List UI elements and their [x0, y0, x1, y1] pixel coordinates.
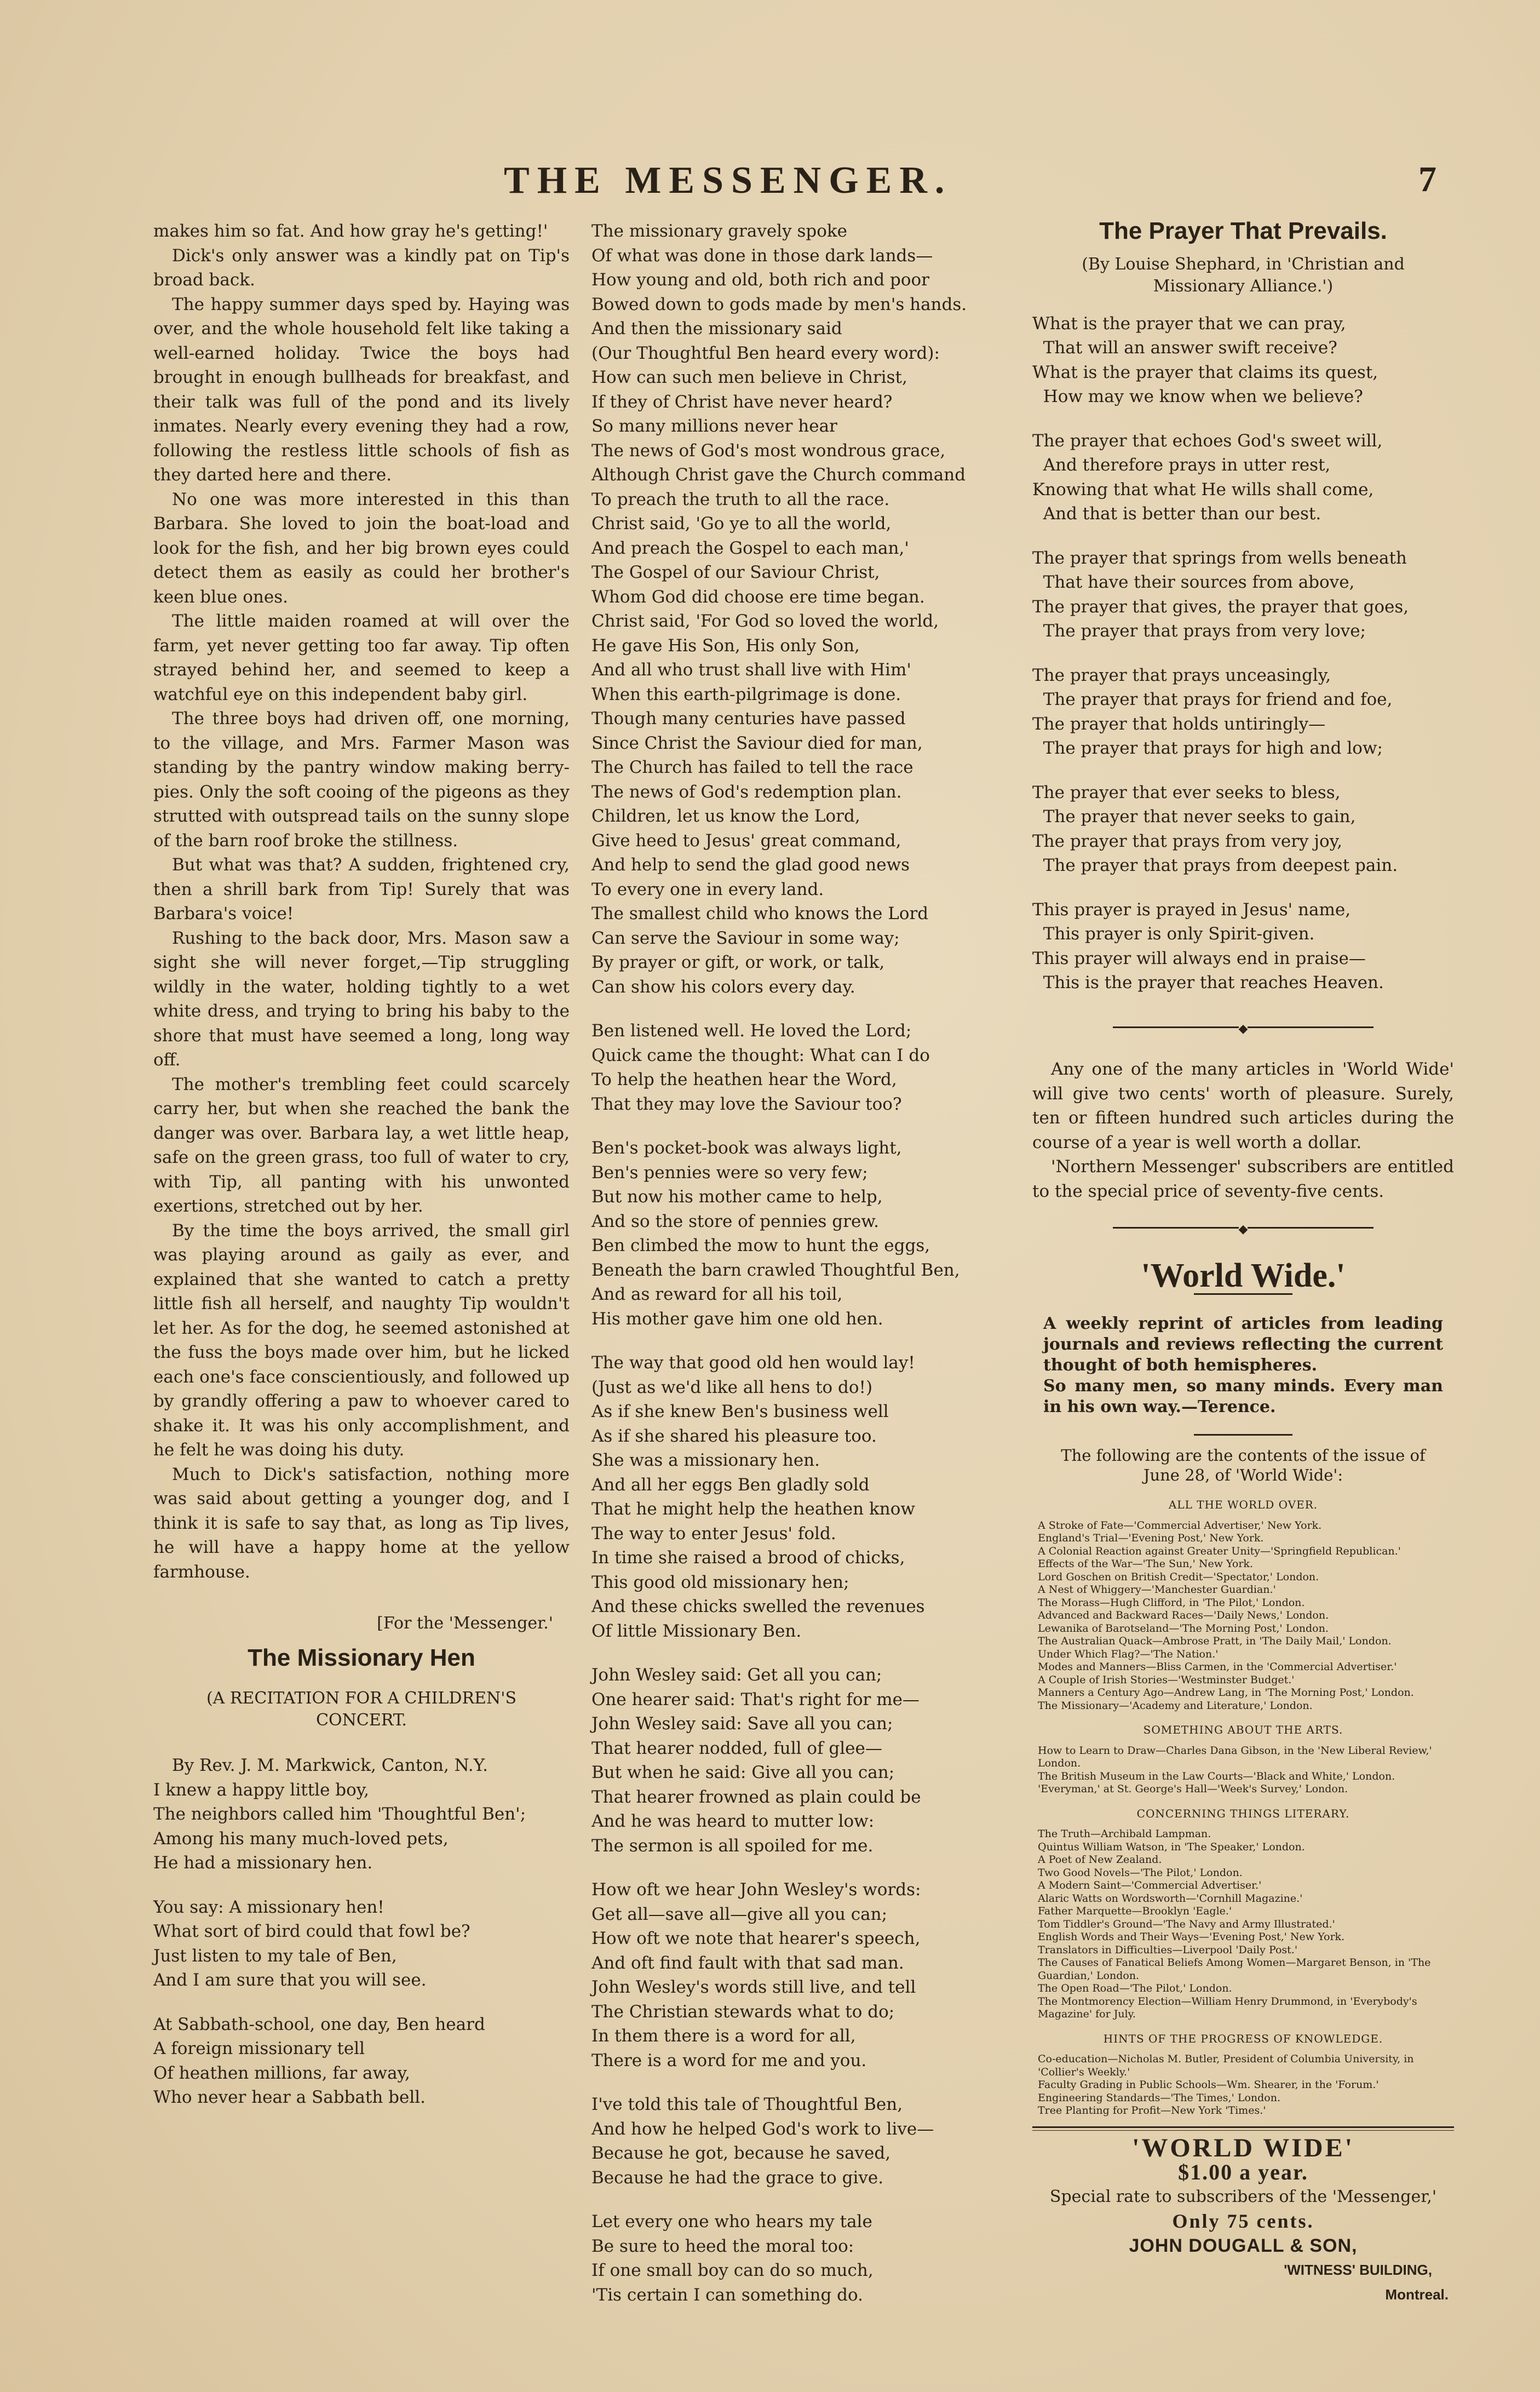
- verse-line: The sermon is all spoiled for me.: [591, 1835, 874, 1856]
- verse-line: The prayer that prays for high and low;: [1032, 738, 1383, 758]
- verse-line: His mother gave him one old hen.: [591, 1309, 883, 1329]
- verse-line: Bowed down to gods made by men's hands.: [591, 294, 967, 314]
- ad-title: 'WORLD WIDE': [1132, 2133, 1354, 2162]
- stanza: [1032, 898, 1454, 995]
- ornament-divider: ◆: [1032, 1215, 1454, 1242]
- contents-item: The Montmorency Election—William Henry Drummond, in 'Everybody's Magazine' for July.: [1038, 1995, 1417, 2020]
- verse-line: Of heathen millions, far away,: [153, 2063, 410, 2083]
- divider: [1194, 1434, 1292, 1436]
- contents-item: Faculty Grading in Public Schools—Wm. Shearer, in the 'Forum.': [1038, 2079, 1379, 2091]
- ornament-divider: ◆: [1032, 1015, 1454, 1041]
- contents-item: Engineering Standards—'The Times,' London.: [1038, 2091, 1281, 2104]
- verse-line: This prayer is prayed in Jesus' name,: [1032, 899, 1351, 920]
- poem-subtitle: (A RECITATION FOR A CHILDREN'S CONCERT.: [206, 1689, 517, 1730]
- contents-item: How to Learn to Draw—Charles Dana Gibson, in the 'New Liberal Review,' London.: [1038, 1744, 1432, 1769]
- contents-intro: The following are the contents of the issue of June 28, of 'World Wide':: [1061, 1446, 1426, 1484]
- poem-stanzas-continued: [591, 219, 1019, 2307]
- verse-line: That hearer frowned as plain could be: [591, 1787, 921, 1807]
- contents-item: Under Which Flag?—'The Nation.': [1038, 1648, 1219, 1660]
- ad-city: Montreal.: [1385, 2286, 1449, 2303]
- contents-items: [1038, 1519, 1449, 1713]
- verse-line: This prayer will always end in praise—: [1032, 948, 1366, 968]
- verse-line: And how he helped God's work to live—: [591, 2119, 934, 2139]
- verse-line: The way that good old hen would lay!: [591, 1353, 915, 1373]
- story-paragraph: No one was more interested in this than Barbara. She loved to join the boat-load and look for the fish, and her big brown eyes could detect them as easily as could her brother's keen blue ones.: [153, 489, 570, 607]
- contents-item: Co-education—Nicholas M. Butler, President of Columbia University, in 'Collier's Weekly.': [1038, 2053, 1414, 2078]
- verse-line: And therefore prays in utter rest,: [1032, 455, 1331, 475]
- double-rule: [1032, 2126, 1454, 2131]
- story-paragraph: Dick's only answer was a kindly pat on Tip's broad back.: [153, 245, 570, 290]
- verse-line: When this earth-pilgrimage is done.: [591, 684, 901, 704]
- verse-line: (Just as we'd like all hens to do!): [591, 1377, 873, 1397]
- contents-item: Father Marquette—Brooklyn 'Eagle.': [1038, 1905, 1232, 1917]
- verse-line: She was a missionary hen.: [591, 1450, 820, 1470]
- verse-line: This good old missionary hen;: [591, 1572, 849, 1592]
- stanza: [591, 1019, 1019, 1116]
- story-paragraph: The three boys had driven off, one morning, to the village, and Mrs. Farmer Mason was standing by the pantry window making berry-pies. Only the soft cooing of the pigeons as they strutted with outspread tails on the sunny slope of the barn roof broke the stillness.: [153, 709, 570, 851]
- verse-line: Of little Missionary Ben.: [591, 1621, 802, 1641]
- verse-line: And then the missionary said: [591, 319, 842, 339]
- ad-publisher: JOHN DOUGALL & SON,: [1129, 2235, 1358, 2256]
- verse-line: One hearer said: That's right for me—: [591, 1689, 920, 1710]
- verse-line: Whom God did choose ere time began.: [591, 587, 925, 607]
- verse-line: And these chicks swelled the revenues: [591, 1597, 925, 1616]
- verse-line: The prayer that gives, the prayer that goes,: [1032, 596, 1409, 617]
- verse-line: And he was heard to mutter low:: [591, 1811, 875, 1831]
- contents-item: A Poet of New Zealand.: [1038, 1854, 1162, 1866]
- verse-line: Ben's pocket-book was always light,: [591, 1138, 902, 1158]
- verse-line: Ben climbed the mow to hunt the eggs,: [591, 1236, 930, 1255]
- story-paragraph: But what was that? A sudden, frightened cry, then a shrill bark from Tip! Surely that was Barbara's voice!: [153, 855, 570, 923]
- verse-line: Though many centuries have passed: [591, 709, 906, 729]
- verse-line: What sort of bird could that fowl be?: [153, 1921, 470, 1941]
- contents-item: Tree Planting for Profit—New York 'Times.': [1038, 2104, 1266, 2116]
- verse-line: That have their sources from above,: [1032, 572, 1355, 592]
- verse-line: If they of Christ have never heard?: [591, 392, 893, 412]
- contents-item: A Modern Saint—'Commercial Advertiser.': [1038, 1879, 1262, 1891]
- verse-line: This is the prayer that reaches Heaven.: [1032, 973, 1384, 993]
- stanza: [591, 1136, 1019, 1331]
- ww-desc-line: So many men, so many minds. Every man in his own way.—Terence.: [1043, 1376, 1443, 1416]
- verse-line: The Christian stewards what to do;: [591, 2001, 895, 2022]
- contents-item: A Colonial Reaction against Greater Unity—'Springfield Republican.': [1038, 1545, 1401, 1557]
- stanza: [1032, 429, 1454, 526]
- ww-desc-line: A weekly reprint of articles from leading journals and reviews reflecting the current thought of both hemispheres.: [1043, 1314, 1443, 1375]
- ad-special-rate: Special rate to subscribers of the 'Messenger,': [1049, 2187, 1437, 2206]
- stanza: [591, 1663, 1019, 1858]
- ad-building: 'WITNESS' BUILDING,: [1284, 2262, 1432, 2278]
- verse-line: The missionary gravely spoke: [591, 221, 848, 241]
- verse-line: Knowing that what He wills shall come,: [1032, 479, 1374, 500]
- verse-line: The prayer that ever seeks to bless,: [1032, 782, 1341, 802]
- contents-item: Two Good Novels—'The Pilot,' London.: [1038, 1866, 1243, 1879]
- story-paragraph: The little maiden roamed at will over the farm, yet never getting too far away. Tip often strayed behind her, and seemed to keep a watchful eye on this independent baby girl.: [153, 611, 570, 704]
- story-paragraphs: [153, 219, 570, 1584]
- verse-line: As if she shared his pleasure too.: [591, 1426, 877, 1446]
- verse-line: The Church has failed to tell the race: [591, 758, 913, 777]
- verse-line: Beneath the barn crawled Thoughtful Ben,: [591, 1260, 960, 1280]
- story-paragraph: Rushing to the back door, Mrs. Mason saw a sight she will never forget,—Tip struggling wildly in the water, holding tightly to a wet white dress, and trying to bring his baby to the shore that must have seemed a long, long way off.: [153, 928, 570, 1070]
- verse-line: To help the heathen hear the Word,: [591, 1070, 897, 1089]
- verse-line: He gave His Son, His only Son,: [591, 635, 860, 656]
- verse-line: Be sure to heed the moral too:: [591, 2236, 854, 2256]
- contents-section-heading: SOMETHING ABOUT THE ARTS.: [1143, 1723, 1343, 1736]
- verse-line: To every one in every land.: [591, 879, 824, 899]
- world-wide-title: 'World Wide.': [1141, 1257, 1346, 1294]
- contents-items: [1038, 2053, 1449, 2118]
- verse-line: Just listen to my tale of Ben,: [153, 1946, 397, 1966]
- stanza: [153, 1895, 570, 1993]
- contents-item: Alaric Watts on Wordsworth—'Cornhill Magazine.': [1038, 1892, 1303, 1905]
- verse-line: What is the prayer that claims its quest,: [1032, 362, 1378, 382]
- verse-line: The smallest child who knows the Lord: [591, 904, 929, 923]
- verse-line: That hearer nodded, full of glee—: [591, 1738, 882, 1758]
- contents-item: The Australian Quack—Ambrose Pratt, in 'The Daily Mail,' London.: [1038, 1635, 1392, 1647]
- contents-item: A Stroke of Fate—'Commercial Advertiser,' New York.: [1038, 1519, 1322, 1531]
- verse-line: And oft find fault with that sad man.: [591, 1953, 904, 1973]
- contents-item: Effects of the War—'The Sun,' New York.: [1038, 1558, 1253, 1570]
- contents-section-heading: CONCERNING THINGS LITERARY.: [1136, 1806, 1350, 1820]
- verse-line: But when he said: Give all you can;: [591, 1763, 895, 1782]
- verse-line: The neighbors called him 'Thoughtful Ben';: [153, 1804, 526, 1824]
- contents-section-heading: ALL THE WORLD OVER.: [1168, 1498, 1318, 1511]
- poem-attribution: (By Louise Shephard, in 'Christian and Missionary Alliance.'): [1082, 254, 1405, 296]
- verse-line: Of what was done in those dark lands—: [591, 245, 933, 266]
- poem-stanzas: [153, 1778, 570, 2110]
- verse-line: Who never hear a Sabbath bell.: [153, 2087, 426, 2107]
- verse-line: Quick came the thought: What can I do: [591, 1045, 930, 1065]
- stanza: [591, 219, 1019, 999]
- verse-line: John Wesley's words still live, and tell: [591, 1977, 916, 1997]
- page-number: 7: [1418, 159, 1436, 199]
- verse-line: Although Christ gave the Church command: [591, 465, 966, 485]
- verse-line: The news of God's redemption plan.: [591, 782, 902, 802]
- page-title: THE MESSENGER.: [504, 159, 952, 202]
- contents-items: [1038, 1828, 1449, 2021]
- verse-line: But now his mother came to help,: [591, 1187, 883, 1207]
- verse-line: The prayer that prays for friend and foe,: [1032, 690, 1393, 709]
- contents-item: Lord Goschen on British Credit—'Spectator,' London.: [1038, 1570, 1319, 1583]
- verse-line: And as reward for all his toil,: [591, 1284, 843, 1304]
- story-paragraph: Much to Dick's satisfaction, nothing more was said about getting a younger dog, and I think it is safe to say that, as long as Tip lives, he will have a happy home at the yellow farmhouse.: [153, 1464, 570, 1582]
- verse-line: As if she knew Ben's business well: [591, 1402, 889, 1421]
- verse-line: And preach the Gospel to each man,': [591, 538, 909, 558]
- verse-line: A foreign missionary tell: [153, 2039, 365, 2058]
- verse-line: That they may love the Saviour too?: [591, 1094, 902, 1114]
- contents-item: The Causes of Fanatical Beliefs Among Women—Margaret Benson, in 'The Guardian,' London.: [1038, 1957, 1431, 1982]
- verse-line: What is the prayer that we can pray,: [1032, 313, 1346, 334]
- world-wide-notice: [1032, 1057, 1454, 1203]
- poem-title-prayer: The Prayer That Prevails.: [1099, 217, 1387, 244]
- verse-line: How can such men believe in Christ,: [591, 368, 907, 387]
- contents-item: Advanced and Backward Races—'Daily News,' London.: [1038, 1609, 1329, 1621]
- verse-line: Christ said, 'For God so loved the world,: [591, 611, 939, 631]
- column-3: [1032, 219, 1454, 2307]
- verse-line: (Our Thoughtful Ben heard every word):: [591, 343, 940, 363]
- contents-item: The Truth—Archibald Lampman.: [1038, 1828, 1211, 1840]
- verse-line: The way to enter Jesus' fold.: [591, 1523, 836, 1544]
- verse-line: Because he got, because he saved,: [591, 2143, 891, 2163]
- verse-line: And so the store of pennies grew.: [591, 1211, 880, 1231]
- verse-line: And help to send the glad good news: [591, 855, 910, 875]
- verse-line: The prayer that prays from very love;: [1032, 621, 1366, 641]
- notice-paragraph: Any one of the many articles in 'World Wide' will give two cents' worth of pleasure. Surely, ten or fifteen hundred such articles during the course of a year is well worth a dollar.: [1032, 1059, 1454, 1152]
- contents-section-heading: HINTS OF THE PROGRESS OF KNOWLEDGE.: [1103, 2032, 1383, 2045]
- column-1: [153, 219, 570, 2130]
- prayer-stanzas: [1032, 312, 1454, 995]
- verse-line: So many millions never hear: [591, 416, 837, 436]
- contents-item: Translators in Difficulties—Liverpool 'Daily Post.': [1038, 1943, 1298, 1956]
- verse-line: And that is better than our best.: [1032, 504, 1321, 524]
- verse-line: How young and old, both rich and poor: [591, 270, 930, 290]
- ad-price: $1.00 a year.: [1178, 2160, 1308, 2184]
- verse-line: John Wesley said: Get all you can;: [591, 1665, 882, 1685]
- contents-item: The Morass—Hugh Clifford, in 'The Pilot,' London.: [1038, 1596, 1305, 1609]
- verse-line: That will an answer swift receive?: [1032, 338, 1337, 358]
- verse-line: The prayer that holds untiringly—: [1032, 714, 1326, 734]
- verse-line: Christ said, 'Go ye to all the world,: [591, 514, 892, 534]
- verse-line: The prayer that echoes God's sweet will,: [1032, 431, 1383, 451]
- verse-line: By prayer or gift, or work, or talk,: [591, 953, 885, 972]
- contents-item: Modes and Manners—Bliss Carmen, in the 'Commercial Advertiser.': [1038, 1661, 1397, 1673]
- verse-line: Let every one who hears my tale: [591, 2212, 872, 2232]
- subscription-ad: [1032, 2133, 1454, 2307]
- verse-line: I've told this tale of Thoughtful Ben,: [591, 2095, 903, 2114]
- stanza: [153, 2012, 570, 2110]
- contents-item: The Open Road—'The Pilot,' London.: [1038, 1982, 1232, 1994]
- verse-line: The news of God's most wondrous grace,: [591, 440, 946, 461]
- verse-line: He had a missionary hen.: [153, 1853, 373, 1873]
- contents-item: The Missionary—'Academy and Literature,' London.: [1038, 1699, 1313, 1712]
- verse-line: At Sabbath-school, one day, Ben heard: [153, 2014, 485, 2034]
- verse-line: And all who trust shall live with Him': [591, 660, 911, 680]
- verse-line: The prayer that prays from very joy,: [1032, 831, 1342, 851]
- verse-line: You say: A missionary hen!: [153, 1897, 384, 1917]
- verse-line: There is a word for me and you.: [591, 2050, 867, 2070]
- verse-line: Can show his colors every day.: [591, 977, 855, 997]
- story-paragraph: By the time the boys arrived, the small girl was playing around as gaily as ever, and explained that she wanted to catch a pretty little fish all herself, and naughty Tip wouldn't let her. As for the dog, he seemed astonished at the fuss the boys made over him, but he licked each one's face conscientiously, and followed up by grandly offering a paw to whoever cared to shake it. It was his only accomplishment, and he felt he was doing his duty.: [153, 1220, 570, 1460]
- verse-line: Ben listened well. He loved the Lord;: [591, 1021, 912, 1041]
- stanza: [591, 2092, 1019, 2190]
- stanza: [591, 1878, 1019, 2073]
- contents-item: Manners a Century Ago—Andrew Lang, in 'The Morning Post,' London.: [1038, 1687, 1414, 1699]
- source-note: [For the 'Messenger.': [377, 1614, 553, 1633]
- ad-only-price: Only 75 cents.: [1172, 2210, 1314, 2232]
- poem-title-missionary-hen: The Missionary Hen: [248, 1644, 475, 1671]
- contents-item: Quintus William Watson, in 'The Speaker,' London.: [1038, 1840, 1305, 1853]
- contents-item: English Words and Their Ways—'Evening Post,' New York.: [1038, 1931, 1345, 1943]
- verse-line: The prayer that springs from wells beneath: [1032, 548, 1407, 568]
- verse-line: I knew a happy little boy,: [153, 1780, 370, 1800]
- verse-line: The Gospel of our Saviour Christ,: [591, 563, 880, 582]
- story-paragraph: makes him so fat. And how gray he's getting!': [153, 221, 548, 241]
- contents-list: [1032, 1493, 1454, 2118]
- verse-line: To preach the truth to all the race.: [591, 489, 890, 509]
- verse-line: And all her eggs Ben gladly sold: [591, 1475, 870, 1495]
- contents-item: The British Museum in the Law Courts—'Black and White,' London.: [1038, 1770, 1395, 1782]
- verse-line: In them there is a word for all,: [591, 2026, 856, 2046]
- verse-line: The prayer that prays unceasingly,: [1032, 665, 1331, 685]
- verse-line: In time she raised a brood of chicks,: [591, 1548, 905, 1568]
- verse-line: Can serve the Saviour in some way;: [591, 928, 900, 948]
- contents-item: Tom Tiddler's Ground—'The Navy and Army Illustrated.': [1038, 1918, 1335, 1930]
- stanza: [1032, 663, 1454, 761]
- verse-line: How may we know when we believe?: [1032, 387, 1363, 406]
- contents-items: [1038, 1745, 1449, 1796]
- stanza: [1032, 312, 1454, 409]
- verse-line: Because he had the grace to give.: [591, 2167, 884, 2188]
- stanza: [153, 1778, 570, 1875]
- story-paragraph: The mother's trembling feet could scarcely carry her, but when she reached the bank the danger was over. Barbara lay, a wet little heap, safe on the green grass, too full of water to cry, with Tip, all panting with his unwonted exertions, stretched out by her.: [153, 1074, 570, 1216]
- verse-line: And I am sure that you will see.: [153, 1970, 427, 1990]
- contents-item: England's Trial—'Evening Post,' New York.: [1038, 1532, 1264, 1544]
- stanza: [1032, 781, 1454, 878]
- contents-item: 'Everyman,' at St. George's Hall—'Week's Survey,' London.: [1038, 1783, 1348, 1795]
- contents-item: A Nest of Whiggery—'Manchester Guardian.': [1038, 1584, 1276, 1596]
- column-2: [591, 219, 1019, 2327]
- verse-line: This prayer is only Spirit-given.: [1032, 924, 1315, 944]
- stanza: [591, 1351, 1019, 1643]
- verse-line: Give heed to Jesus' great command,: [591, 830, 901, 851]
- story-paragraph: The happy summer days sped by. Haying was over, and the whole household felt like taking a well-earned holiday. Twice the boys had brought in enough bullheads for breakfast, and their talk was full of the pond and its lively inmates. Nearly every evening they had a row, following the restless little schools of fish as they darted here and there.: [153, 294, 570, 485]
- verse-line: The prayer that never seeks to gain,: [1032, 807, 1356, 827]
- verse-line: If one small boy can do so much,: [591, 2261, 874, 2280]
- world-wide-description: [1043, 1313, 1443, 1418]
- poem-byline: By Rev. J. M. Markwick, Canton, N.Y.: [172, 1756, 488, 1775]
- verse-line: Children, let us know the Lord,: [591, 806, 860, 826]
- verse-line: Since Christ the Saviour died for man,: [591, 733, 923, 753]
- stanza: [591, 2210, 1019, 2307]
- verse-line: Ben's pennies were so very few;: [591, 1162, 868, 1183]
- verse-line: How oft we note that hearer's speech,: [591, 1929, 921, 1948]
- verse-line: That he might help the heathen know: [591, 1499, 915, 1519]
- notice-paragraph: 'Northern Messenger' subscribers are entitled to the special price of seventy-five cents.: [1032, 1157, 1454, 1201]
- verse-line: Get all—save all—give all you can;: [591, 1904, 888, 1924]
- contents-item: Lewanika of Barotseland—'The Morning Post,' London.: [1038, 1622, 1329, 1634]
- verse-line: The prayer that prays from deepest pain.: [1032, 856, 1398, 875]
- stanza: [1032, 546, 1454, 644]
- verse-line: John Wesley said: Save all you can;: [591, 1714, 893, 1734]
- contents-item: A Couple of Irish Stories—'Westminster Budget.': [1038, 1673, 1295, 1686]
- verse-line: 'Tis certain I can something do.: [591, 2285, 863, 2305]
- verse-line: Among his many much-loved pets,: [153, 1828, 449, 1849]
- verse-line: How oft we hear John Wesley's words:: [591, 1880, 921, 1900]
